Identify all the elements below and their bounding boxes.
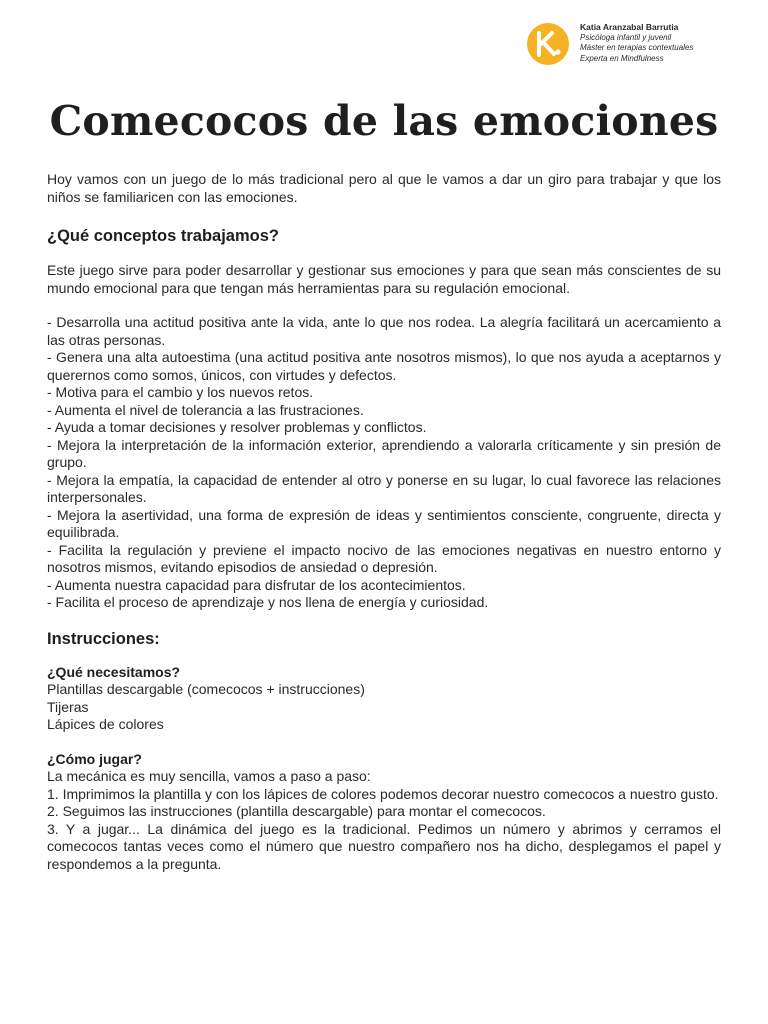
list-item: Tijeras	[47, 698, 89, 715]
list-item: - Mejora la empatía, la capacidad de entender al otro y ponerse en su lugar, lo cual favorece las relaciones interpersonales.	[47, 471, 721, 505]
list-item: 1. Imprimimos la plantilla y con los lápices de colores podemos decorar nuestro comecocos a nuestro gusto.	[47, 785, 719, 802]
spacer	[47, 734, 721, 751]
howto-heading: ¿Cómo jugar?	[47, 750, 142, 767]
author-credential: Experta en Mindfulness	[580, 53, 664, 63]
list-item: - Facilita el proceso de aprendizaje y nos llena de energía y curiosidad.	[47, 594, 489, 610]
author-header	[527, 22, 757, 68]
list-item: - Genera una alta autoestima (una actitud positiva ante nosotros mismos), lo que nos ayuda a aceptarnos y querernos como somos, únicos, con virtudes y defectos.	[47, 349, 721, 383]
list-item: Plantillas descargable (comecocos + instrucciones)	[47, 681, 365, 697]
list-item: - Mejora la interpretación de la información exterior, aprendiendo a valorarla críticamente y sin presión de grupo.	[47, 436, 721, 470]
list-item: - Aumenta el nivel de tolerancia a las frustraciones.	[47, 401, 364, 418]
document-body	[47, 171, 721, 873]
concepts-paragraph: Este juego sirve para poder desarrollar y gestionar sus emociones y para que sean más conscientes de su mundo emocional para que tengan más herramientas para su regulación emocional.	[47, 262, 721, 296]
benefits-list	[47, 314, 721, 612]
materials-list	[47, 681, 721, 734]
list-item: - Ayuda a tomar decisiones y resolver problemas y conflictos.	[47, 419, 427, 435]
author-credential: Psicóloga infantil y juvenil	[580, 32, 672, 42]
list-item: - Facilita la regulación y previene el impacto nocivo de las emociones negativas en nuestro entorno y nosotros mismos, evitando episodios de ansiedad o depresión.	[47, 541, 721, 575]
howto-intro: La mecánica es muy sencilla, vamos a paso a paso:	[47, 768, 371, 784]
author-info	[580, 22, 693, 64]
intro-paragraph: Hoy vamos con un juego de lo más tradicional pero al que le vamos a dar un giro para trabajar y que los niños se familiaricen con las emociones.	[47, 171, 721, 205]
list-item: 3. Y a jugar... La dinámica del juego es la tradicional. Pedimos un número y abrimos y cerramos el comecocos tantas veces como el número que nuestro compañero nos ha dicho, desplegamos el papel y respondemos a la pregunta.	[47, 820, 721, 872]
list-item: Lápices de colores	[47, 716, 164, 732]
list-item: - Mejora la asertividad, una forma de expresión de ideas y sentimientos consciente, congruente, directa y equilibrada.	[47, 506, 721, 540]
brand-logo-icon	[527, 23, 569, 65]
list-item: - Aumenta nuestra capacidad para disfrutar de los acontecimientos.	[47, 576, 466, 593]
instructions-heading: Instrucciones:	[47, 629, 160, 648]
page-title: Comecocos de las emociones	[49, 97, 719, 145]
concepts-heading: ¿Qué conceptos trabajamos?	[47, 227, 279, 245]
list-item: - Desarrolla una actitud positiva ante la vida, ante lo que nos rodea. La alegría facilitará un acercamiento a las otras personas.	[47, 314, 721, 348]
list-item: - Motiva para el cambio y los nuevos retos.	[47, 384, 314, 400]
steps-list	[47, 786, 721, 874]
author-name: Katia Aranzabal Barrutia	[580, 22, 679, 32]
list-item: 2. Seguimos las instrucciones (plantilla descargable) para montar el comecocos.	[47, 803, 546, 819]
needs-heading: ¿Qué necesitamos?	[47, 663, 181, 680]
author-credential: Máster en terapias contextuales	[580, 43, 694, 52]
